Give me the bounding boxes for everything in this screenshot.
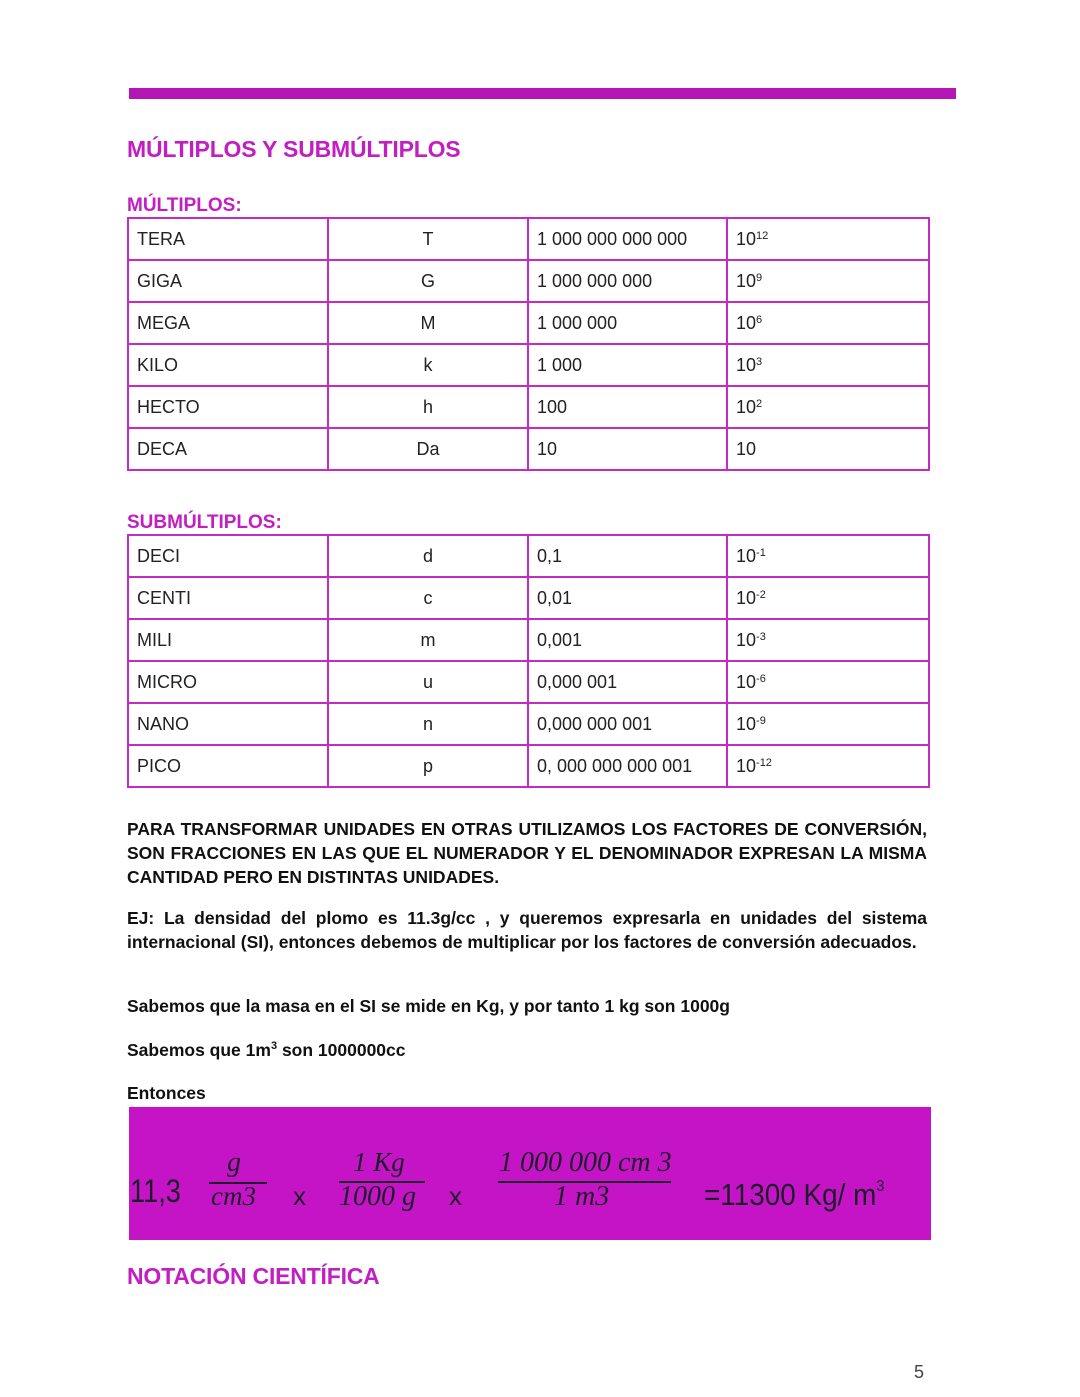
prefix-value-cell: 0,01 [528,577,727,619]
table-row [128,619,929,661]
next-section-title: NOTACIÓN CIENTÍFICA [127,1263,380,1289]
prefix-power-cell [727,428,929,470]
volume-statement: Sabemos que $1m^3$ son 1000000cc [127,1040,406,1060]
power-base: 10 [736,312,757,333]
prefix-symbol-cell: M [328,302,528,344]
table-row [128,745,929,787]
multiply-sign-2: x [449,1181,462,1211]
prefix-value-cell: 0,000 000 001 [528,703,727,745]
table-row [128,344,929,386]
power-exponent: -3 [756,630,766,643]
prefix-power-cell [727,619,929,661]
prefix-symbol-cell: T [328,218,528,260]
power-base: 10 [736,713,757,734]
prefix-value-cell: 0,000 001 [528,661,727,703]
prefix-symbol-cell: h [328,386,528,428]
page-number: 5 [914,1362,925,1382]
fraction2-numerator: 1 Kg [353,1147,405,1177]
power-base: 10 [736,354,757,375]
power-base: 10 [736,629,757,650]
power-exponent: -1 [756,546,766,559]
prefix-power-cell [727,577,929,619]
power-exponent: 3 [756,355,763,368]
prefix-name-cell: MICRO [128,661,328,703]
power-base: 10 [736,438,757,459]
prefix-name-cell: KILO [128,344,328,386]
power-base: 10 [736,270,757,291]
power-base: 10 [736,755,757,776]
example-paragraph: EJ: La densidad del plomo es 11.3g/cc , y queremos expresarla en unidades del sistema internacional (SI), entonces debemos de multiplicar por los factores de conversión adecuados. [127,908,927,952]
prefix-value-cell: 1 000 000 [528,302,727,344]
submultiples-table [127,534,930,788]
prefix-name-cell: DECA [128,428,328,470]
prefix-symbol-cell: k [328,344,528,386]
top-accent-bar [129,88,956,99]
prefix-name-cell: NANO [128,703,328,745]
multiply-sign-1: x [293,1181,306,1211]
table-row [128,703,929,745]
prefix-value-cell: 1 000 000 000 [528,260,727,302]
prefix-value-cell: 1 000 000 000 000 [528,218,727,260]
prefix-symbol-cell: u [328,661,528,703]
multiples-heading: MÚLTIPLOS: [127,195,242,216]
table-row [128,386,929,428]
table-row [128,428,929,470]
prefix-value-cell: 1 000 [528,344,727,386]
prefix-value-cell: 0, 000 000 000 001 [528,745,727,787]
power-exponent: 12 [756,229,769,242]
prefix-power-cell [727,302,929,344]
power-base: 10 [736,228,757,249]
prefix-symbol-cell: d [328,535,528,577]
then-label: Entonces [127,1083,206,1103]
multiples-table [127,217,930,471]
fraction3-numerator: 1 000 000 cm 3 [499,1147,672,1178]
power-base: 10 [736,545,757,566]
power-exponent: -9 [756,714,766,727]
power-base: 10 [736,671,757,692]
fraction1-numerator: g [227,1147,241,1178]
prefix-value-cell: 10 [528,428,727,470]
power-exponent: 2 [756,397,763,410]
fraction1-denominator: cm3 [211,1181,256,1211]
prefix-power-cell [727,661,929,703]
prefix-symbol-cell: Da [328,428,528,470]
prefix-power-cell [727,218,929,260]
formula-result: =11300 Kg/ $m^3$ [704,1177,885,1212]
power-exponent: -2 [756,588,766,601]
prefix-name-cell: MEGA [128,302,328,344]
table-row [128,260,929,302]
prefix-name-cell: HECTO [128,386,328,428]
fraction3-denominator: 1 m3 [554,1181,610,1212]
prefix-value-cell: 100 [528,386,727,428]
power-exponent: 9 [756,271,763,284]
prefix-power-cell [727,260,929,302]
prefix-power-cell [727,386,929,428]
power-base: 10 [736,587,757,608]
prefix-power-cell [727,703,929,745]
conversion-factors-paragraph: PARA TRANSFORMAR UNIDADES EN OTRAS UTILIZAMOS LOS FACTORES DE CONVERSIÓN, SON FRACCIONES EN LAS QUE EL NUMERADOR Y EL DENOMINADOR EXPRESAN LA MISMA CANTIDAD PERO EN DISTINTAS UNIDADES. [127,819,927,887]
prefix-value-cell: 0,001 [528,619,727,661]
table-row [128,535,929,577]
prefix-symbol-cell: c [328,577,528,619]
prefix-power-cell [727,535,929,577]
prefix-value-cell: 0,1 [528,535,727,577]
prefix-power-cell [727,745,929,787]
prefix-name-cell: PICO [128,745,328,787]
power-exponent: -12 [756,756,772,769]
table-row [128,218,929,260]
power-base: 10 [736,396,757,417]
fraction2-denominator: 1000 g [339,1181,416,1212]
prefix-symbol-cell: m [328,619,528,661]
section-title: MÚLTIPLOS Y SUBMÚLTIPLOS [127,136,461,162]
prefix-name-cell: DECI [128,535,328,577]
prefix-symbol-cell: n [328,703,528,745]
prefix-name-cell: CENTI [128,577,328,619]
table-row [128,302,929,344]
formula-lead-value: 11,3 [130,1173,181,1209]
mass-statement: Sabemos que la masa en el SI se mide en Kg, y por tanto 1 kg son 1000g [127,996,730,1016]
power-exponent: -6 [756,672,766,685]
table-row [128,661,929,703]
prefix-name-cell: MILI [128,619,328,661]
prefix-power-cell [727,344,929,386]
table-row [128,577,929,619]
power-exponent: 6 [756,313,763,326]
prefix-name-cell: GIGA [128,260,328,302]
prefix-symbol-cell: p [328,745,528,787]
submultiples-heading: SUBMÚLTIPLOS: [127,512,282,533]
prefix-name-cell: TERA [128,218,328,260]
conversion-formula-image [129,1107,931,1240]
prefix-symbol-cell: G [328,260,528,302]
